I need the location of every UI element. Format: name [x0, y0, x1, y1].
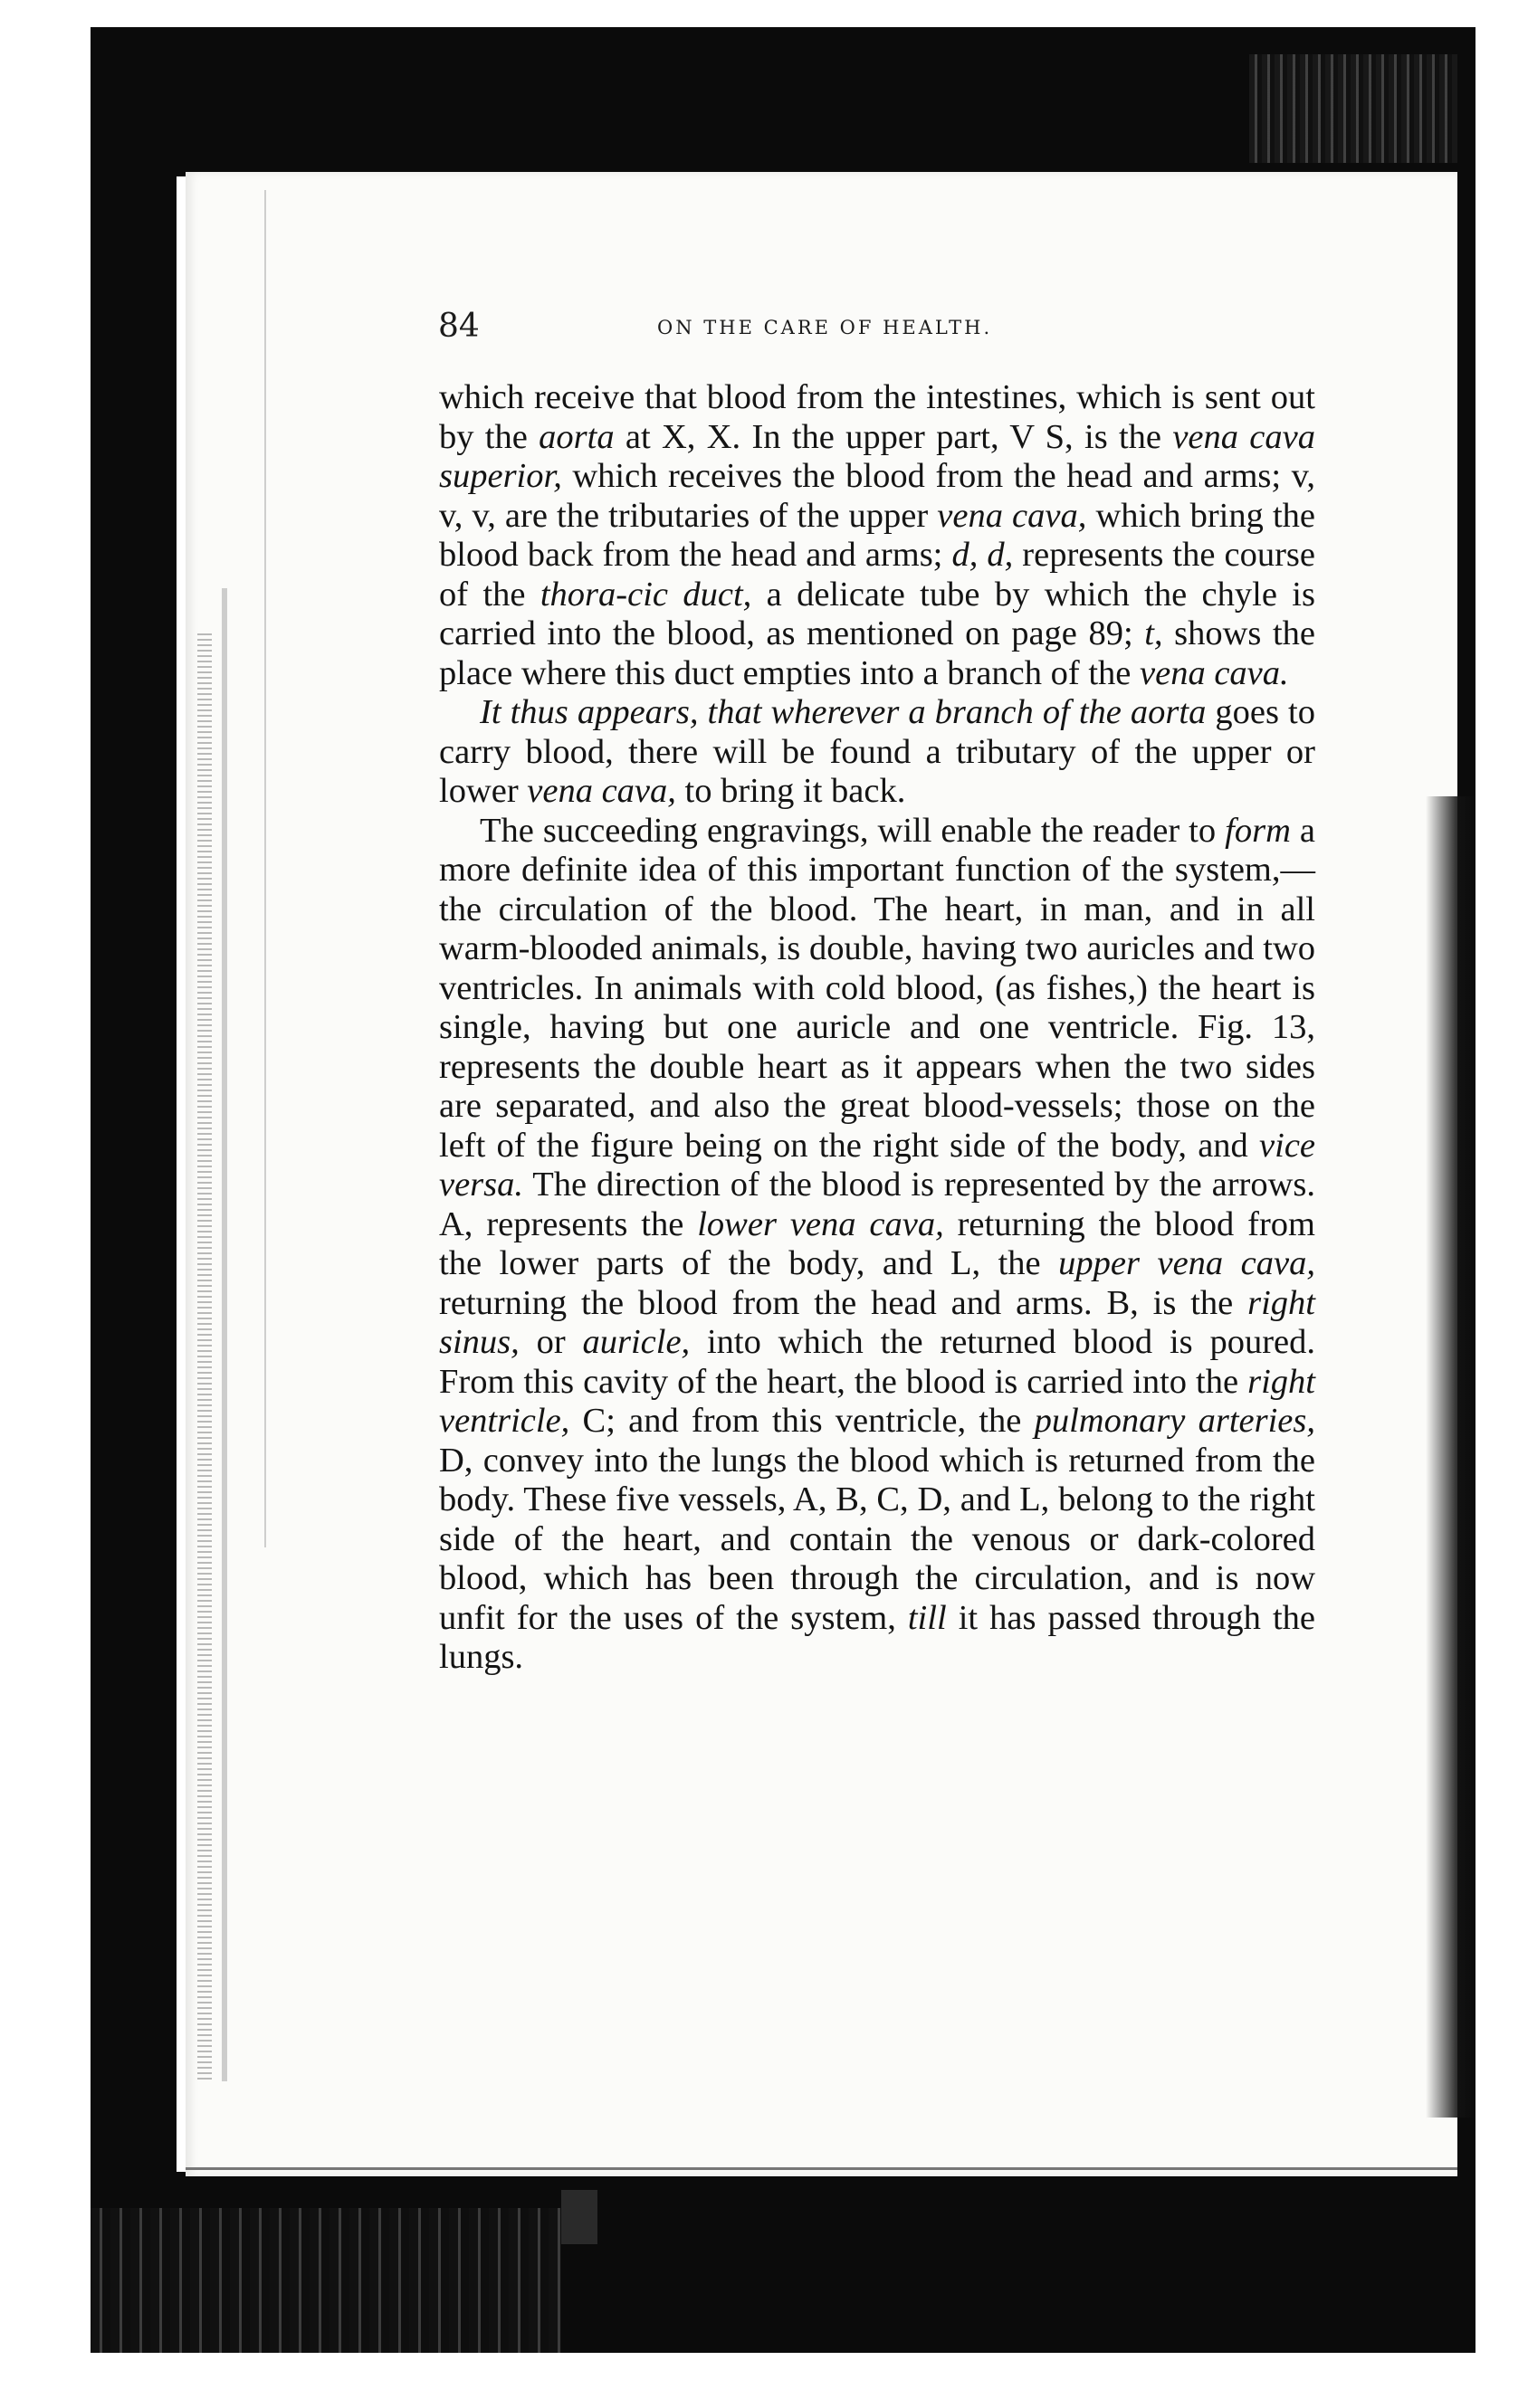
- text-run: The succeeding engravings, will enable the reader to: [480, 811, 1226, 850]
- text-run: which receive that blood from the intestines, which is sent out by the: [439, 378, 1315, 456]
- running-head: ON THE CARE OF HEALTH.: [657, 317, 993, 338]
- italic-text: upper vena cava,: [1058, 1244, 1315, 1282]
- gutter-line: [264, 190, 266, 1547]
- scan-border-left: [91, 27, 177, 2353]
- page-header: [438, 308, 1343, 344]
- page-number: 84: [438, 308, 480, 345]
- text-run: C; and from this ventricle, the: [569, 1402, 1035, 1440]
- italic-text: vena cava,: [527, 772, 676, 810]
- text-run: which receives the blood from the head and arms; v, v, v, are the tributaries of the upper: [439, 457, 1315, 535]
- italic-text: right ventricle,: [439, 1362, 1315, 1440]
- italic-text: lower vena cava,: [697, 1204, 944, 1243]
- text-run: returning the blood from the lower parts of the body, and L, the: [439, 1204, 1316, 1282]
- text-run: shows the place where this duct empties into a branch of the: [439, 614, 1315, 692]
- italic-text: t,: [1144, 614, 1163, 652]
- italic-text: aorta: [1130, 693, 1207, 731]
- italic-text: d, d,: [951, 536, 1014, 574]
- page-bottom-edge: [186, 2167, 1457, 2170]
- scan-artifact-top-right: [1249, 54, 1457, 163]
- italic-text: till: [907, 1598, 947, 1637]
- text-run: or: [519, 1323, 583, 1361]
- text-run: into which the returned blood is poured. From this cavity of the heart, the blood is carried into the: [439, 1323, 1315, 1401]
- text-run: it has passed through the lungs.: [439, 1598, 1315, 1676]
- paragraph-2: [439, 693, 1315, 812]
- italic-text: vena cava superior,: [439, 417, 1315, 495]
- paragraph-1: [439, 378, 1315, 693]
- scan-shadow-right: [1426, 796, 1475, 2118]
- text-run: returning the blood from the head and arms. B, is the: [439, 1283, 1248, 1322]
- gutter-artifact-line: [222, 588, 227, 2081]
- italic-text: pulmonary arteries,: [1034, 1402, 1316, 1440]
- text-run: represents the course of the: [439, 536, 1315, 614]
- italic-text: right sinus,: [439, 1283, 1315, 1361]
- italic-text: auricle,: [582, 1323, 691, 1361]
- italic-text: It thus appears, that wherever a branch of the: [480, 693, 1131, 731]
- gutter-artifact: [197, 633, 212, 2081]
- body-text: [439, 378, 1315, 1678]
- text-run: a more definite idea of this important function of the system,—the circulation of the blood. The heart, in man, and in all warm-blooded animals, is double, having two auricles and two ventricles. In animals with cold blood, (as fishes,) the heart is single, having but one auricle and one ventricle. Fig. 13, represents the double heart as it appears when the two sides are separated, and also the great blood-vessels; those on the left of the figure being on the right side of the body, and: [439, 811, 1315, 1165]
- text-run: goes to carry blood, there will be found a tributary of the upper or lower: [439, 693, 1315, 810]
- text-run: a delicate tube by which the chyle is carried into the blood, as mentioned on page 89;: [439, 575, 1315, 652]
- italic-text: form: [1225, 811, 1291, 850]
- italic-text: aorta: [539, 417, 615, 456]
- scan-artifact-bottom: [561, 2190, 597, 2244]
- text-run: D, convey into the lungs the blood which is returned from the body. These five vessels, A, B, C, D, and L, belong to the right side of the heart, and contain the venous or dark-colored blood, which has been through the circulation, and is now unfit for the uses of the system,: [439, 1441, 1315, 1637]
- text-run: The direction of the blood is represented by the arrows. A, represents the: [439, 1166, 1315, 1243]
- text-run: which bring the blood back from the head and arms;: [439, 496, 1315, 574]
- italic-text: thora-cic duct,: [540, 575, 752, 614]
- scan-artifact-bottom-left: [91, 2208, 561, 2353]
- italic-text: vice versa.: [439, 1126, 1315, 1204]
- paragraph-3: [439, 812, 1315, 1678]
- italic-text: vena cava,: [937, 496, 1087, 535]
- text-run: at X, X. In the upper part, V S, is the: [614, 417, 1173, 456]
- text-run: to bring it back.: [675, 772, 906, 810]
- italic-text: vena cava.: [1140, 653, 1289, 692]
